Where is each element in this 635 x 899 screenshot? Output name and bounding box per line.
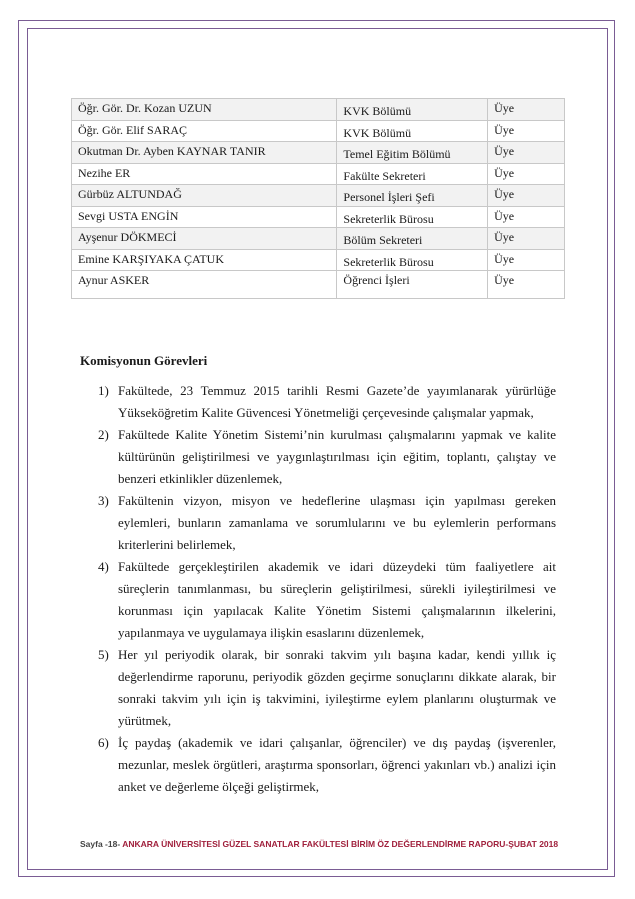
member-role: Üye bbox=[488, 228, 565, 250]
list-item bbox=[86, 556, 556, 644]
member-name: Öğr. Gör. Elif SARAÇ bbox=[72, 120, 337, 142]
member-role: Üye bbox=[488, 185, 565, 207]
member-department: Personel İşleri Şefi bbox=[337, 185, 488, 207]
member-role: Üye bbox=[488, 249, 565, 271]
section-title: Komisyonun Görevleri bbox=[80, 353, 208, 368]
table-row bbox=[72, 206, 565, 228]
page-footer bbox=[80, 839, 558, 849]
duties-list bbox=[86, 380, 556, 798]
list-item bbox=[86, 644, 556, 732]
member-department: Bölüm Sekreteri bbox=[337, 228, 488, 250]
table-row bbox=[72, 271, 565, 299]
report-title: ANKARA ÜNİVERSİTESİ GÜZEL SANATLAR FAKÜLTESİ BİRİM ÖZ DEĞERLENDİRME RAPORU-ŞUBAT 2018 bbox=[122, 839, 559, 849]
list-number: 3) bbox=[98, 493, 109, 508]
member-department: Fakülte Sekreteri bbox=[337, 163, 488, 185]
table-row bbox=[72, 228, 565, 250]
commission-members-table bbox=[71, 98, 565, 299]
list-item-text: Fakültede Kalite Yönetim Sistemi’nin kurulması çalışmalarını yapmak ve kalite kültürünün geliştirilmesi ve yaygınlaştırılması için eğitim, toplantı, çalıştay ve benzeri etkinlikler düzenlemek, bbox=[118, 427, 556, 486]
list-number: 4) bbox=[98, 559, 109, 574]
list-item bbox=[86, 380, 556, 424]
list-number: 5) bbox=[98, 647, 109, 662]
list-item-text: İç paydaş (akademik ve idari çalışanlar, öğrenciler) ve dış paydaş (işverenler, mezunlar, meslek örgütleri, araştırma sponsorları, öğrenci yakınları vb.) analizi için anket ve değerleme ölçeği geliştirmek, bbox=[118, 735, 556, 794]
table-row bbox=[72, 163, 565, 185]
list-number: 2) bbox=[98, 427, 109, 442]
list-number: 6) bbox=[98, 735, 109, 750]
list-item bbox=[86, 732, 556, 798]
member-name: Aynur ASKER bbox=[72, 271, 337, 299]
member-role: Üye bbox=[488, 271, 565, 299]
member-name: Ayşenur DÖKMECİ bbox=[72, 228, 337, 250]
table-row bbox=[72, 185, 565, 207]
member-name: Öğr. Gör. Dr. Kozan UZUN bbox=[72, 99, 337, 121]
list-item bbox=[86, 424, 556, 490]
member-role: Üye bbox=[488, 99, 565, 121]
list-item-text: Fakültenin vizyon, misyon ve hedeflerine ulaşması için yapılması gereken eylemleri, bunların zamanlama ve sorumlularını ve bu eylemlerin performans kriterlerini belirlemek, bbox=[118, 493, 556, 552]
member-role: Üye bbox=[488, 120, 565, 142]
member-department: Sekreterlik Bürosu bbox=[337, 249, 488, 271]
list-item bbox=[86, 490, 556, 556]
table-row bbox=[72, 99, 565, 121]
list-item-text: Fakültede, 23 Temmuz 2015 tarihli Resmi Gazete’de yayımlanarak yürürlüğe Yükseköğretim Kalite Güvencesi Yönetmeliği çerçevesinde çalışmalar yapmak, bbox=[118, 383, 556, 420]
member-role: Üye bbox=[488, 142, 565, 164]
member-name: Nezihe ER bbox=[72, 163, 337, 185]
page-number: Sayfa -18- bbox=[80, 839, 121, 849]
list-number: 1) bbox=[98, 383, 109, 398]
list-item-text: Fakültede gerçekleştirilen akademik ve idari düzeydeki tüm faaliyetlere ait süreçlerin tanımlanması, bu süreçlerin geliştirilmesi, sürekli iyileştirilmesi ve korunması için yapılacak Kalite Yönetim Sistemi çalışmalarının ilkelerini, yapılanmaya ve uygulamaya ilişkin esaslarını düzenlemek, bbox=[118, 559, 556, 640]
table-row bbox=[72, 120, 565, 142]
member-name: Okutman Dr. Ayben KAYNAR TANIR bbox=[72, 142, 337, 164]
member-name: Emine KARŞIYAKA ÇATUK bbox=[72, 249, 337, 271]
table-row bbox=[72, 249, 565, 271]
member-department: Sekreterlik Bürosu bbox=[337, 206, 488, 228]
list-item-text: Her yıl periyodik olarak, bir sonraki takvim yılı başına kadar, kendi yıllık iç değerlendirme raporunu, periyodik gözden geçirme sonuçlarını dikkate alarak, bir sonraki takvim yılı için iş takvimini, iyileştirme eylem planlarını oluşturmak ve yürütmek, bbox=[118, 647, 556, 728]
member-department: Temel Eğitim Bölümü bbox=[337, 142, 488, 164]
member-department: Öğrenci İşleri bbox=[337, 271, 488, 299]
member-role: Üye bbox=[488, 206, 565, 228]
member-name: Sevgi USTA ENGİN bbox=[72, 206, 337, 228]
member-department: KVK Bölümü bbox=[337, 99, 488, 121]
member-department: KVK Bölümü bbox=[337, 120, 488, 142]
member-role: Üye bbox=[488, 163, 565, 185]
member-name: Gürbüz ALTUNDAĞ bbox=[72, 185, 337, 207]
table-row bbox=[72, 142, 565, 164]
